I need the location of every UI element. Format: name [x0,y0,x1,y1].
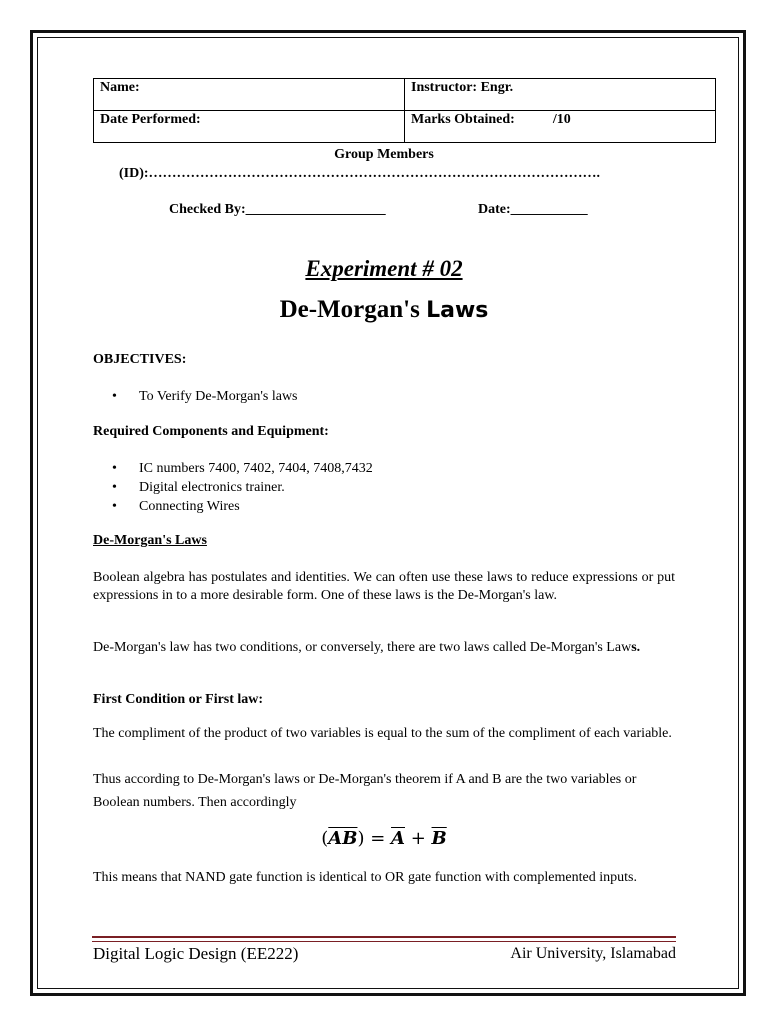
formula-plus: + [405,828,432,849]
name-cell [94,79,405,111]
list-item [112,478,373,497]
objectives-heading: OBJECTIVES: [93,352,187,367]
formula-paren-open: ( [321,828,329,849]
demorgan-paragraph-2 [93,639,675,657]
first-law-heading: First Condition or First law: [93,692,264,707]
formula-paren-close: ) [357,828,365,849]
instructor-label: Instructor: Engr. [411,80,514,95]
footer-rule [92,936,676,938]
name-label: Name: [100,80,140,95]
info-row [94,79,716,111]
first-law-paragraph-3: This means that NAND gate function is identical to OR gate function with complemented inputs. [93,870,637,885]
list-item [112,497,373,516]
experiment-title: Experiment # 02 [305,256,463,281]
bullet-icon: • [112,460,117,476]
checked-by-field: Checked By:____________________ [169,202,386,217]
marks-label: Marks Obtained: [411,112,515,127]
bullet-icon: • [112,479,117,495]
list-item-text: To Verify De-Morgan's laws [139,388,298,404]
main-title-part1: De-Morgan's [279,296,427,323]
components-heading: Required Components and Equipment: [93,424,329,439]
list-item-text: IC numbers 7400, 7402, 7404, 7408,7432 [139,460,373,476]
info-table [93,78,716,143]
list-item [112,387,298,406]
formula-equals: = [364,828,392,849]
list-item-text: Digital electronics trainer. [139,479,285,495]
paragraph-end: s. [631,640,641,655]
paragraph-text: De-Morgan's law has two conditions, or conversely, there are two laws called De-Morgan's Law [93,640,632,655]
footer-rule-thin [92,941,676,942]
date-performed-cell [94,111,405,143]
marks-cell [405,111,716,143]
objectives-list [112,387,298,406]
main-title [0,296,768,324]
date-performed-label: Date Performed: [100,112,201,127]
footer-course: Digital Logic Design (EE222) [93,944,299,963]
demorgan-heading: De-Morgan's Laws [93,533,207,548]
demorgan-paragraph-1: Boolean algebra has postulates and identities. We can often use these laws to reduce expressions or put expressions in to a more desirable form. One of these laws is the De-Morgan's law. [93,570,675,603]
formula-a-bar: $\overline{A}$ [391,828,405,849]
bullet-icon: • [112,388,117,404]
main-title-part2: Laws [426,298,489,323]
list-item-text: Connecting Wires [139,498,240,514]
bullet-icon: • [112,498,117,514]
first-law-paragraph-1: The compliment of the product of two variables is equal to the sum of the compliment of each variable. [93,726,672,741]
demorgan-formula [0,828,768,849]
footer-university: Air University, Islamabad [510,945,676,962]
first-law-paragraph-2: Thus according to De-Morgan's laws or De-Morgan's theorem if A and B are the two variables or Boolean numbers. Then accordingly [93,772,637,810]
list-item [112,459,373,478]
id-line: (ID):……………………………………………………………………………………. [119,166,601,181]
formula-b-bar: $\overline{B}$ [431,828,447,849]
group-members-heading: Group Members [334,147,434,162]
marks-total: /10 [552,112,571,127]
date-field: Date:___________ [478,202,588,217]
formula-lhs: $\overline{AB}$ [328,828,358,849]
info-row [94,111,716,143]
instructor-cell [405,79,716,111]
components-list [112,459,373,516]
